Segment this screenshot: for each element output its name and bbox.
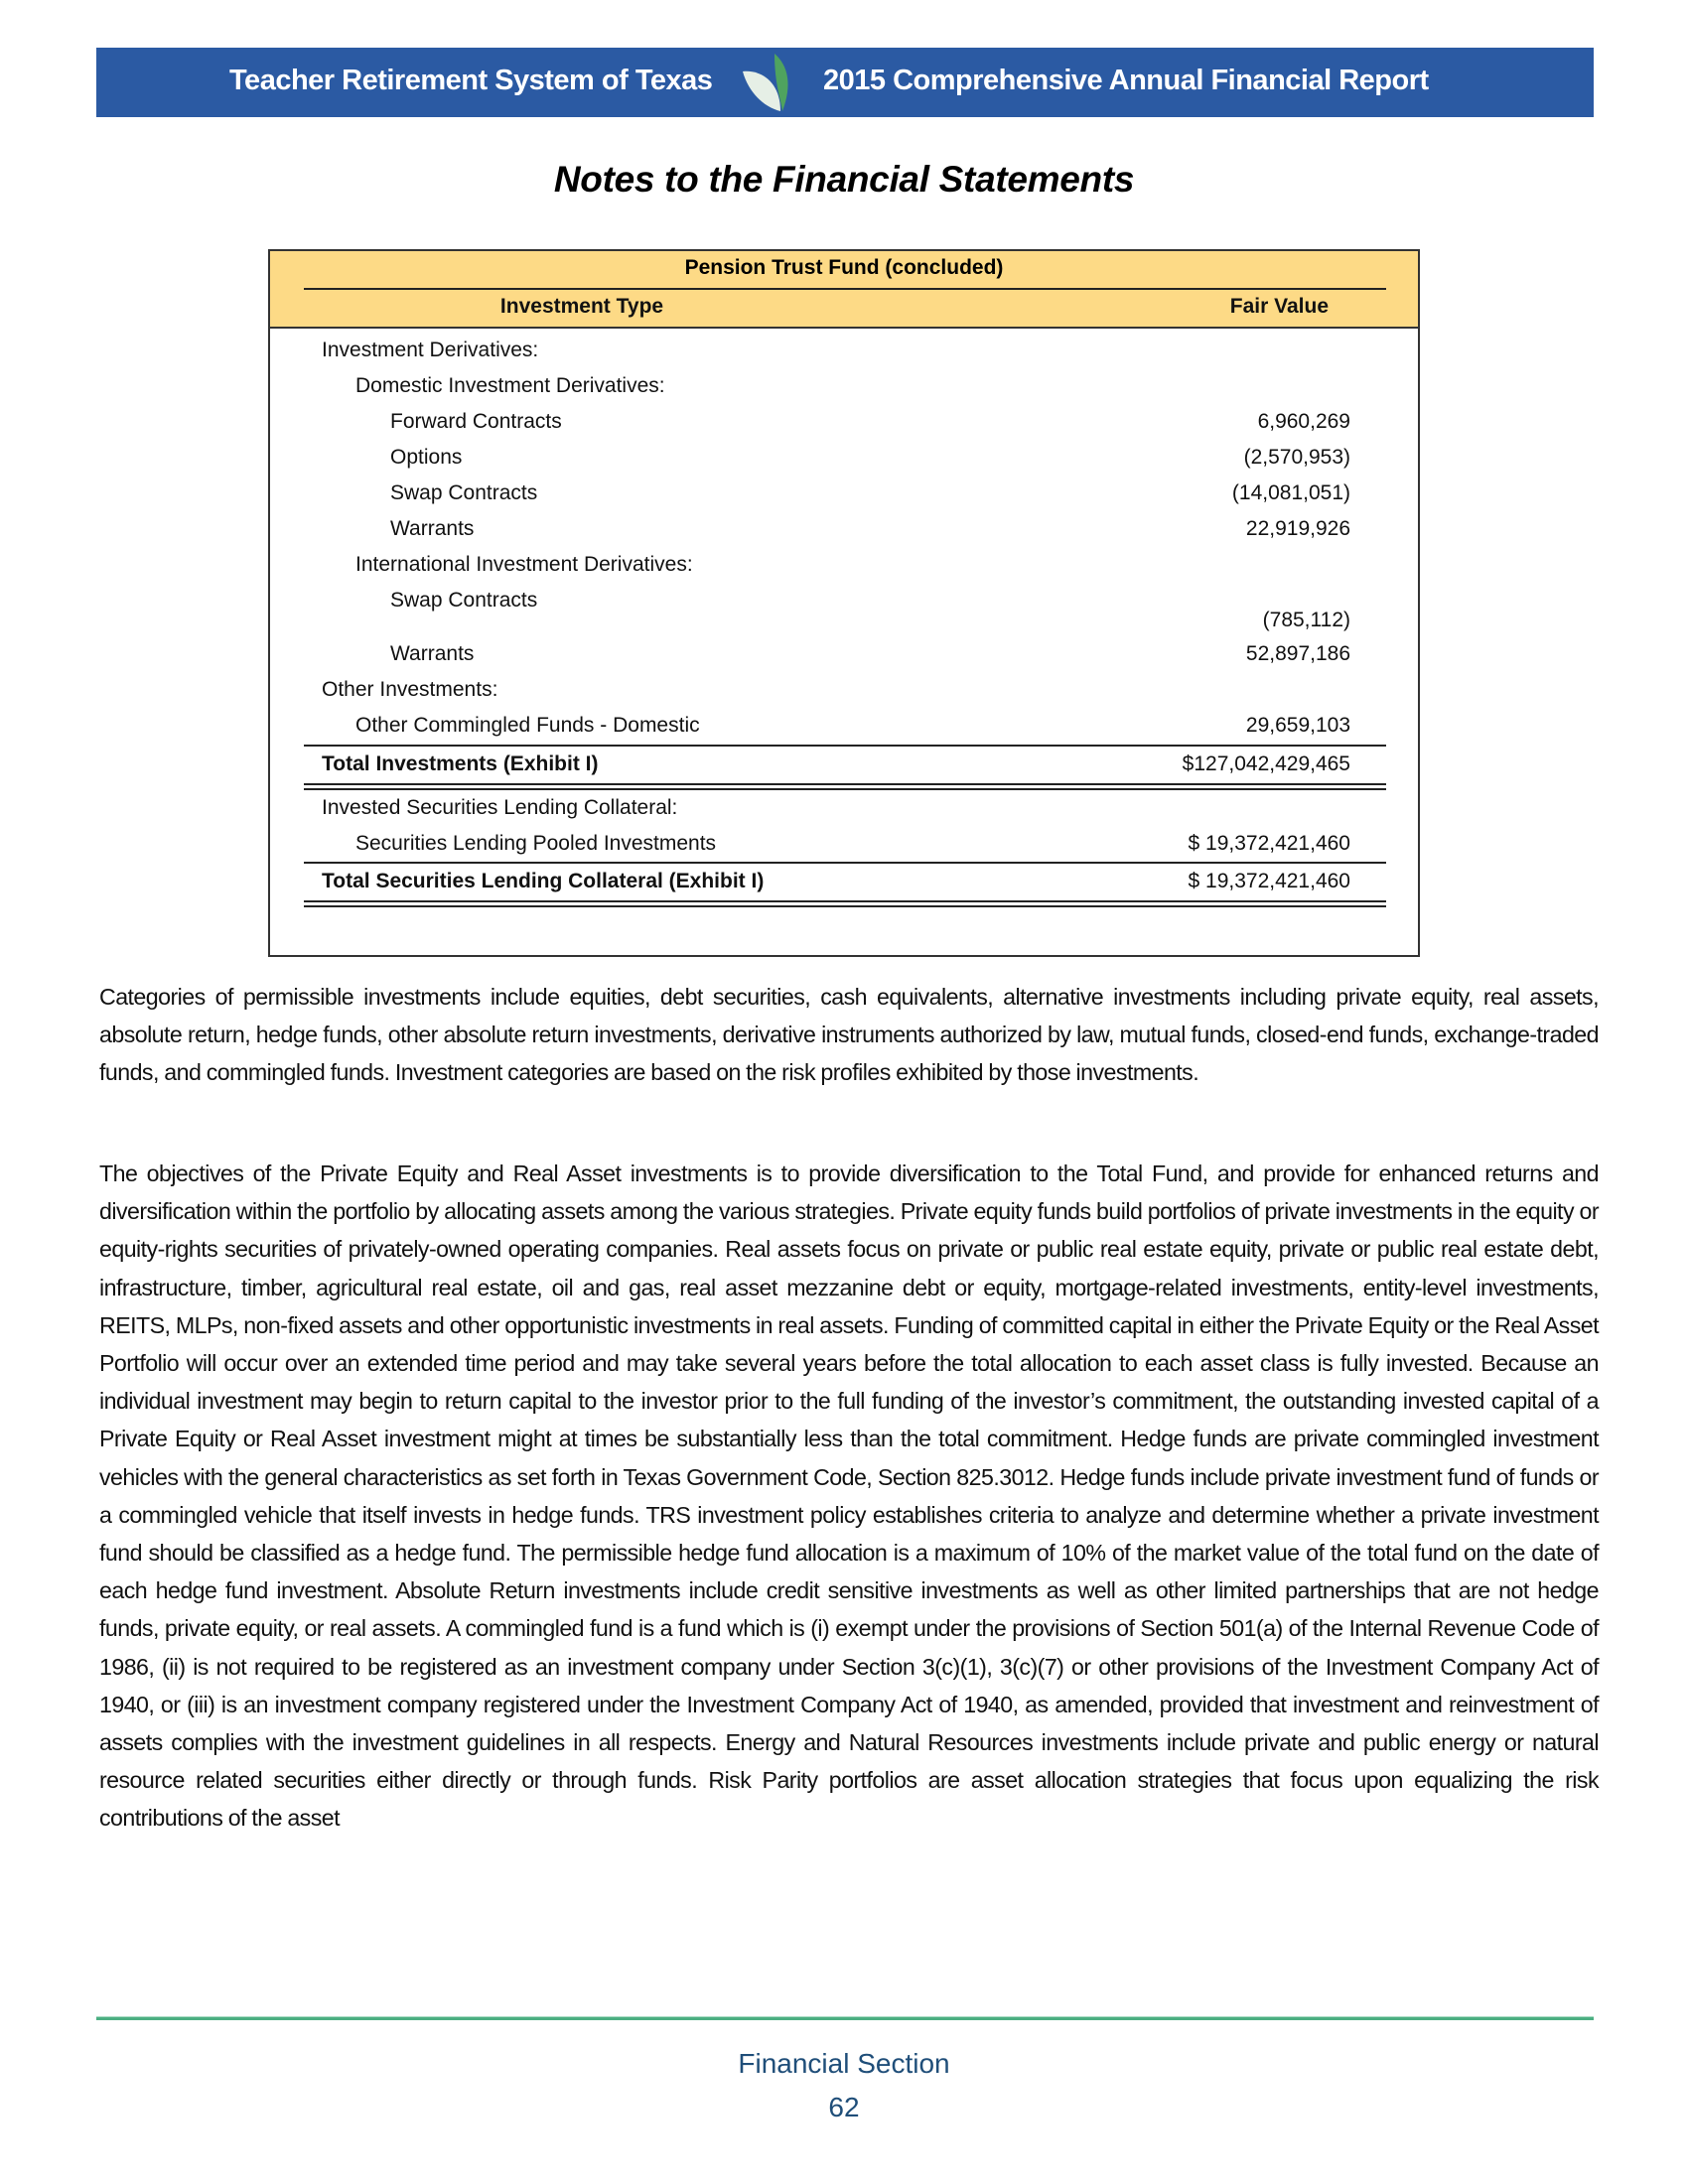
table-row xyxy=(304,333,1386,368)
row-label: Invested Securities Lending Collateral: xyxy=(322,796,678,819)
header-banner xyxy=(96,48,1594,117)
organization-name: Teacher Retirement System of Texas xyxy=(229,65,713,96)
table-row xyxy=(304,826,1386,862)
table-caption: Pension Trust Fund (concluded) xyxy=(684,256,1004,279)
row-value: $127,042,429,465 xyxy=(1182,752,1350,775)
column-header-fair-value: Fair Value xyxy=(1229,295,1329,318)
row-value: 6,960,269 xyxy=(1257,410,1350,433)
row-label: Warrants xyxy=(390,642,475,665)
column-header-investment-type: Investment Type xyxy=(499,295,664,318)
report-title: 2015 Comprehensive Annual Financial Report xyxy=(823,65,1429,96)
page-title: Notes to the Financial Statements xyxy=(553,159,1135,200)
row-label: Domestic Investment Derivatives: xyxy=(355,374,665,397)
row-label: Swap Contracts xyxy=(390,481,538,504)
total-double-rule xyxy=(304,900,1386,907)
table-row xyxy=(304,583,1386,631)
row-label: Investment Derivatives: xyxy=(322,339,539,361)
row-value: 29,659,103 xyxy=(1245,714,1350,737)
row-label: Forward Contracts xyxy=(390,410,562,433)
row-value: $ 19,372,421,460 xyxy=(1188,832,1350,855)
row-label: Warrants xyxy=(390,517,475,540)
row-label: International Investment Derivatives: xyxy=(355,553,693,576)
header-divider xyxy=(304,288,1386,290)
table-row xyxy=(304,476,1386,511)
table-row xyxy=(304,708,1386,744)
total-row xyxy=(304,747,1386,782)
row-label: Total Investments (Exhibit I) xyxy=(322,752,599,775)
row-value: 52,897,186 xyxy=(1245,642,1350,665)
row-label: Options xyxy=(390,446,463,469)
paragraph-investment-categories: Categories of permissible investments include equities, debt securities, cash equivalents, alternative investments including private equity, real assets, absolute return, hedge funds, other absolute return investments, derivative instruments authorized by law, mutual funds, closed-end funds, exchange-traded funds, and commingled funds. Investment categories are based on the risk profiles exhibited by those investments. xyxy=(99,984,1599,1086)
row-label: Swap Contracts xyxy=(390,589,538,612)
leaf-logo-icon xyxy=(737,52,796,115)
total-double-rule xyxy=(304,783,1386,790)
pension-trust-fund-table xyxy=(268,249,1420,957)
table-row xyxy=(304,547,1386,583)
table-row xyxy=(304,636,1386,672)
page-number: 62 xyxy=(828,2092,860,2122)
footer-divider xyxy=(96,2016,1594,2020)
row-label: Total Securities Lending Collateral (Exhibit I) xyxy=(322,870,765,892)
row-value: 22,919,926 xyxy=(1245,517,1350,540)
table-row xyxy=(304,672,1386,708)
paragraph-investment-objectives: The objectives of the Private Equity and Real Asset investments is to provide diversification to the Total Fund, and provide for enhanced returns and diversification within the portfolio by allocating assets among the various strategies. Private equity funds build portfolios of private investments in the equity or equity-rights securities of privately-owned operating companies. Real assets focus on private or public real estate equity, private or public real estate debt, infrastructure, timber, agricultural real estate, oil and gas, real asset mezzanine debt or equity, mortgage-related investments, entity-level investments, REITS, MLPs, non-fixed assets and other opportunistic investments in real assets. Funding of committed capital in either the Private Equity or the Real Asset Portfolio will occur over an extended time period and may take several years before the total allocation to each asset class is fully invested. Because an individual investment may begin to return capital to the investor prior to the full funding of the investor’s commitment, the outstanding invested capital of a Private Equity or Real Asset investment might at times be substantially less than the total commitment. Hedge funds are private commingled investment vehicles with the general characteristics as set forth in Texas Government Code, Section 825.3012. Hedge funds include private investment fund of funds or a commingled vehicle that itself invests in hedge funds. TRS investment policy establishes criteria to analyze and determine whether a private investment fund should be classified as a hedge fund. The permissible hedge fund allocation is a maximum of 10% of the market value of the total fund on the date of each hedge fund investment. Absolute Return investments include credit sensitive investments as well as other limited partnerships that are not hedge funds, private equity, or real assets. A commingled fund is a fund which is (i) exempt under the provisions of Section 501(a) of the Internal Revenue Code of 1986, (ii) is not required to be registered as an investment company under Section 3(c)(1), 3(c)(7) or other provisions of the Investment Company Act of 1940, or (iii) is an investment company registered under the Investment Company Act of 1940, as amended, provided that investment and reinvestment of assets complies with the investment guidelines in all respects. Energy and Natural Resources investments include private and public energy or natural resource related securities either directly or through funds. Risk Parity portfolios are asset allocation strategies that focus upon equalizing the risk contributions of the asset xyxy=(99,1160,1599,1832)
table-row xyxy=(304,790,1386,826)
table-header xyxy=(270,251,1418,329)
row-value: $ 19,372,421,460 xyxy=(1188,870,1350,892)
footer-section-name: Financial Section xyxy=(738,2048,950,2079)
row-label: Securities Lending Pooled Investments xyxy=(355,832,717,855)
total-row xyxy=(304,864,1386,899)
table-row xyxy=(304,404,1386,440)
row-value: (2,570,953) xyxy=(1243,446,1350,469)
table-row xyxy=(304,368,1386,404)
row-label: Other Investments: xyxy=(322,678,498,701)
row-value: (14,081,051) xyxy=(1231,481,1350,504)
row-label: Other Commingled Funds - Domestic xyxy=(355,714,700,737)
row-value: (785,112) xyxy=(1262,609,1350,631)
table-row xyxy=(304,511,1386,547)
table-row xyxy=(304,440,1386,476)
